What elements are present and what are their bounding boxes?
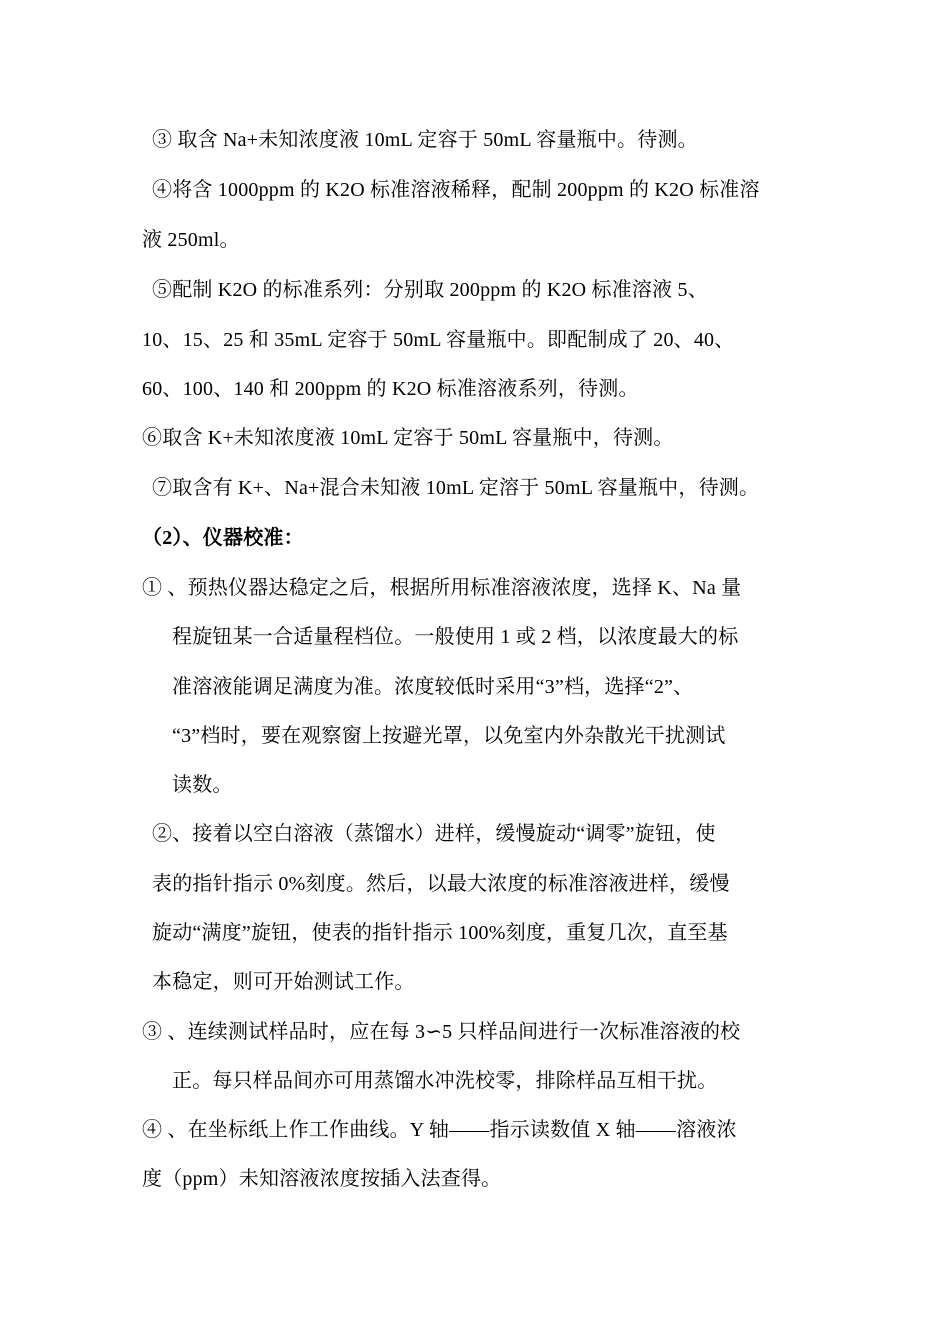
paragraph-line: 10、15、25 和 35mL 定容于 50mL 容量瓶中。即配制成了 20、40、 bbox=[142, 329, 735, 351]
paragraph-line: ⑥取含 K+未知浓度液 10mL 定容于 50mL 容量瓶中，待测。 bbox=[142, 427, 674, 449]
paragraph-line: 液 250ml。 bbox=[142, 229, 240, 251]
paragraph-line: ③ 、连续测试样品时，应在每 3∽5 只样品间进行一次标准溶液的校 bbox=[142, 1021, 741, 1043]
paragraph-line: ④ 、在坐标纸上作工作曲线。Y 轴——指示读数值 X 轴——溶液浓 bbox=[142, 1119, 737, 1141]
paragraph-line: ③ 取含 Na+未知浓度液 10mL 定容于 50mL 容量瓶中。待测。 bbox=[152, 129, 698, 151]
paragraph-line: 正。每只样品间亦可用蒸馏水冲洗校零，排除样品互相干扰。 bbox=[172, 1070, 718, 1092]
section-heading: （2）、仪器校准： bbox=[142, 527, 304, 549]
paragraph-line: 程旋钮某一合适量程档位。一般使用 1 或 2 档，以浓度最大的标 bbox=[172, 626, 739, 648]
paragraph-line: ②、接着以空白溶液（蒸馏水）进样，缓慢旋动“调零”旋钮，使 bbox=[152, 823, 716, 845]
paragraph-line: 本稳定，则可开始测试工作。 bbox=[152, 971, 415, 993]
paragraph-line: ① 、预热仪器达稳定之后，根据所用标准溶液浓度，选择 K、Na 量 bbox=[142, 577, 742, 599]
paragraph-line: 60、100、140 和 200ppm 的 K2O 标准溶液系列，待测。 bbox=[142, 378, 639, 400]
paragraph-line: 读数。 bbox=[172, 774, 233, 796]
paragraph-line: ⑦取含有 K+、Na+混合未知液 10mL 定溶于 50mL 容量瓶中，待测。 bbox=[152, 477, 760, 499]
paragraph-line: “3”档时，要在观察窗上按避光罩，以免室内外杂散光干扰测试 bbox=[172, 725, 726, 747]
paragraph-line: ⑤配制 K2O 的标准系列：分别取 200ppm 的 K2O 标准溶液 5、 bbox=[152, 279, 708, 301]
paragraph-line: 旋动“满度”旋钮，使表的指针指示 100%刻度，重复几次，直至基 bbox=[152, 922, 728, 944]
paragraph-line: 度（ppm）未知溶液浓度按插入法查得。 bbox=[142, 1168, 502, 1190]
paragraph-line: ④将含 1000ppm 的 K2O 标准溶液稀释，配制 200ppm 的 K2O 标准溶 bbox=[152, 179, 760, 201]
paragraph-line: 准溶液能调足满度为准。浓度较低时采用“3”档，选择“2”、 bbox=[172, 676, 694, 698]
paragraph-line: 表的指针指示 0%刻度。然后，以最大浓度的标准溶液进样，缓慢 bbox=[152, 873, 730, 895]
